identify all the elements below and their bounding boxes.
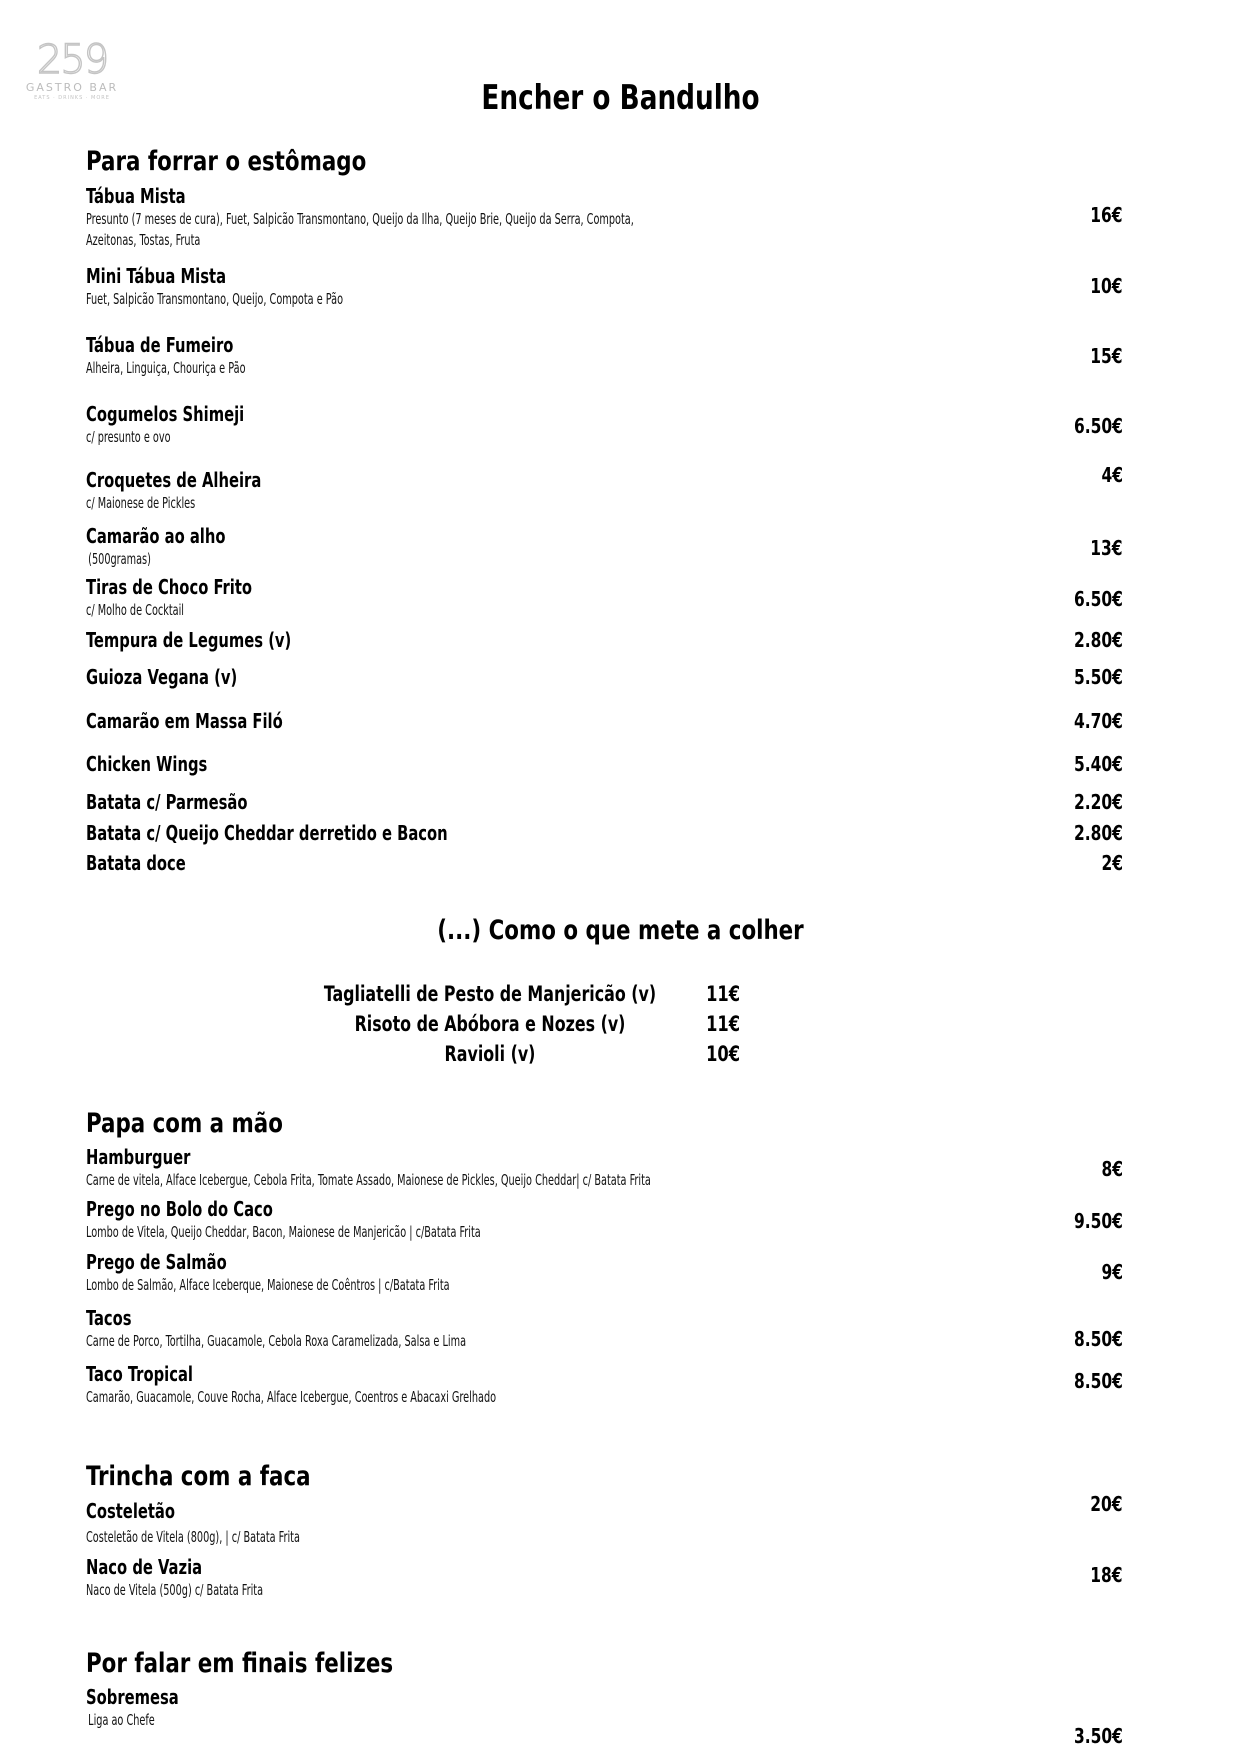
menu-item	[86, 851, 1116, 875]
item-name: Cogumelos Shimeji	[86, 402, 245, 426]
item-price: 2.80€	[1074, 821, 1123, 845]
logo-number: 259	[36, 37, 108, 83]
menu-item	[86, 1362, 1116, 1408]
item-name: Camarão em Massa Filó	[86, 709, 283, 733]
item-price: 4€	[1101, 463, 1123, 487]
item-name: Prego no Bolo do Caco	[86, 1197, 273, 1221]
menu-item	[86, 752, 1116, 776]
menu-item	[86, 1250, 1116, 1296]
item-name: Tábua de Fumeiro	[86, 333, 234, 357]
menu-item	[86, 1555, 1116, 1601]
item-price: 5.40€	[1074, 752, 1123, 776]
item-name: Prego de Salmão	[86, 1250, 227, 1274]
menu-item	[0, 980, 1241, 1008]
item-name: Camarão ao alho	[86, 524, 226, 548]
item-name: Naco de Vazia	[86, 1555, 203, 1579]
menu-item	[86, 184, 1116, 251]
item-description: Lombo de Vitela, Queijo Cheddar, Bacon, Maionese de Manjericão | c/Batata Frita	[86, 1223, 481, 1241]
item-name: Batata c/ Parmesão	[86, 790, 248, 814]
item-price: 6.50€	[1074, 587, 1123, 611]
menu-item	[86, 468, 1116, 514]
item-description: Presunto (7 meses de cura), Fuet, Salpicão Transmontano, Queijo da Ilha, Queijo Brie, Queijo da Serra, Compota,	[86, 210, 634, 228]
menu-item	[0, 1010, 1241, 1038]
item-price: 9€	[1101, 1260, 1123, 1284]
item-price: 3.50€	[1074, 1724, 1123, 1748]
menu-item	[0, 1040, 1241, 1068]
item-description: Naco de Vitela (500g) c/ Batata Frita	[86, 1581, 264, 1599]
item-description: Liga ao Chefe	[88, 1711, 155, 1729]
menu-item	[86, 709, 1116, 733]
item-description: (500gramas)	[88, 550, 151, 568]
item-price: 9.50€	[1074, 1209, 1123, 1233]
item-name: Chicken Wings	[86, 752, 208, 776]
item-name: Batata c/ Queijo Cheddar derretido e Bacon	[86, 821, 448, 845]
item-description-cont: Azeitonas, Tostas, Fruta	[86, 231, 201, 249]
item-description: Fuet, Salpicão Transmontano, Queijo, Compota e Pão	[86, 290, 344, 308]
section-title-mao: Papa com a mão	[86, 1108, 283, 1139]
section-title-finais: Por falar em finais felizes	[86, 1648, 394, 1679]
item-price: 8.50€	[1074, 1327, 1123, 1351]
item-price: 10€	[706, 1042, 740, 1066]
menu-item	[86, 333, 1116, 379]
item-description: Costeletão de Vitela (800g), | c/ Batata Frita	[86, 1528, 300, 1546]
item-name: Guioza Vegana (v)	[86, 665, 238, 689]
item-name: Mini Tábua Mista	[86, 264, 227, 288]
item-description: Camarão, Guacamole, Couve Rocha, Alface Icebergue, Coentros e Abacaxi Grelhado	[86, 1388, 497, 1406]
item-name: Batata doce	[86, 851, 186, 875]
menu-item	[86, 665, 1116, 689]
menu-item	[86, 1306, 1116, 1352]
item-price: 2€	[1101, 851, 1123, 875]
logo-tagline: EATS · DRINKS · MORE	[34, 95, 110, 101]
page-title: Encher o Bandulho	[481, 78, 760, 118]
item-price: 10€	[1090, 274, 1123, 298]
item-price: 16€	[1090, 203, 1123, 227]
item-name: Risoto de Abóbora e Nozes (v)	[354, 1012, 626, 1036]
item-name: Tacos	[86, 1306, 132, 1330]
menu-item	[86, 1145, 1116, 1191]
item-name: Tempura de Legumes (v)	[86, 628, 292, 652]
item-name: Ravioli (v)	[444, 1042, 536, 1066]
menu-item	[86, 1197, 1116, 1243]
item-name: Tagliatelli de Pesto de Manjericão (v)	[323, 982, 657, 1006]
menu-item	[86, 264, 1116, 310]
menu-item	[86, 821, 1116, 845]
item-description: c/ Maionese de Pickles	[86, 494, 196, 512]
item-price: 8€	[1101, 1157, 1123, 1181]
menu-item	[86, 575, 1116, 621]
item-description: Carne de vitela, Alface Icebergue, Cebola Frita, Tomate Assado, Maionese de Pickles, Queijo Cheddar| c/ Batata Frita	[86, 1171, 651, 1189]
menu-item	[86, 628, 1116, 652]
logo-name: GASTRO BAR	[25, 81, 119, 94]
item-price: 2.20€	[1074, 790, 1123, 814]
item-description: Lombo de Salmão, Alface Iceberque, Maionese de Coêntros | c/Batata Frita	[86, 1276, 450, 1294]
item-price: 11€	[706, 1012, 740, 1036]
item-name: Tábua Mista	[86, 184, 186, 208]
item-name: Costeletão	[86, 1499, 176, 1523]
item-price: 5.50€	[1074, 665, 1123, 689]
item-price: 2.80€	[1074, 628, 1123, 652]
section-title-forrar: Para forrar o estômago	[86, 146, 367, 177]
item-price: 13€	[1090, 536, 1123, 560]
item-price: 6.50€	[1074, 414, 1123, 438]
menu-item	[86, 1499, 1116, 1548]
item-price: 8.50€	[1074, 1369, 1123, 1393]
item-price: 15€	[1090, 344, 1123, 368]
item-price: 18€	[1090, 1563, 1123, 1587]
item-description: c/ presunto e ovo	[86, 428, 171, 446]
item-name: Hamburguer	[86, 1145, 191, 1169]
item-price: 20€	[1090, 1492, 1123, 1516]
menu-item	[86, 790, 1116, 814]
item-price: 11€	[706, 982, 740, 1006]
item-name: Croquetes de Alheira	[86, 468, 262, 492]
section-title-faca: Trincha com a faca	[86, 1461, 311, 1492]
item-name: Sobremesa	[86, 1685, 179, 1709]
menu-item	[86, 524, 1116, 570]
section-title-colher: (...) Como o que mete a colher	[437, 915, 804, 946]
item-name: Tiras de Choco Frito	[86, 575, 253, 599]
item-description: Alheira, Linguiça, Chouriça e Pão	[86, 359, 246, 377]
menu-item	[86, 1685, 1116, 1731]
item-description: c/ Molho de Cocktail	[86, 601, 185, 619]
item-price: 4.70€	[1074, 709, 1123, 733]
item-name: Taco Tropical	[86, 1362, 193, 1386]
item-description: Carne de Porco, Tortilha, Guacamole, Cebola Roxa Caramelizada, Salsa e Lima	[86, 1332, 467, 1350]
menu-item	[86, 402, 1116, 448]
